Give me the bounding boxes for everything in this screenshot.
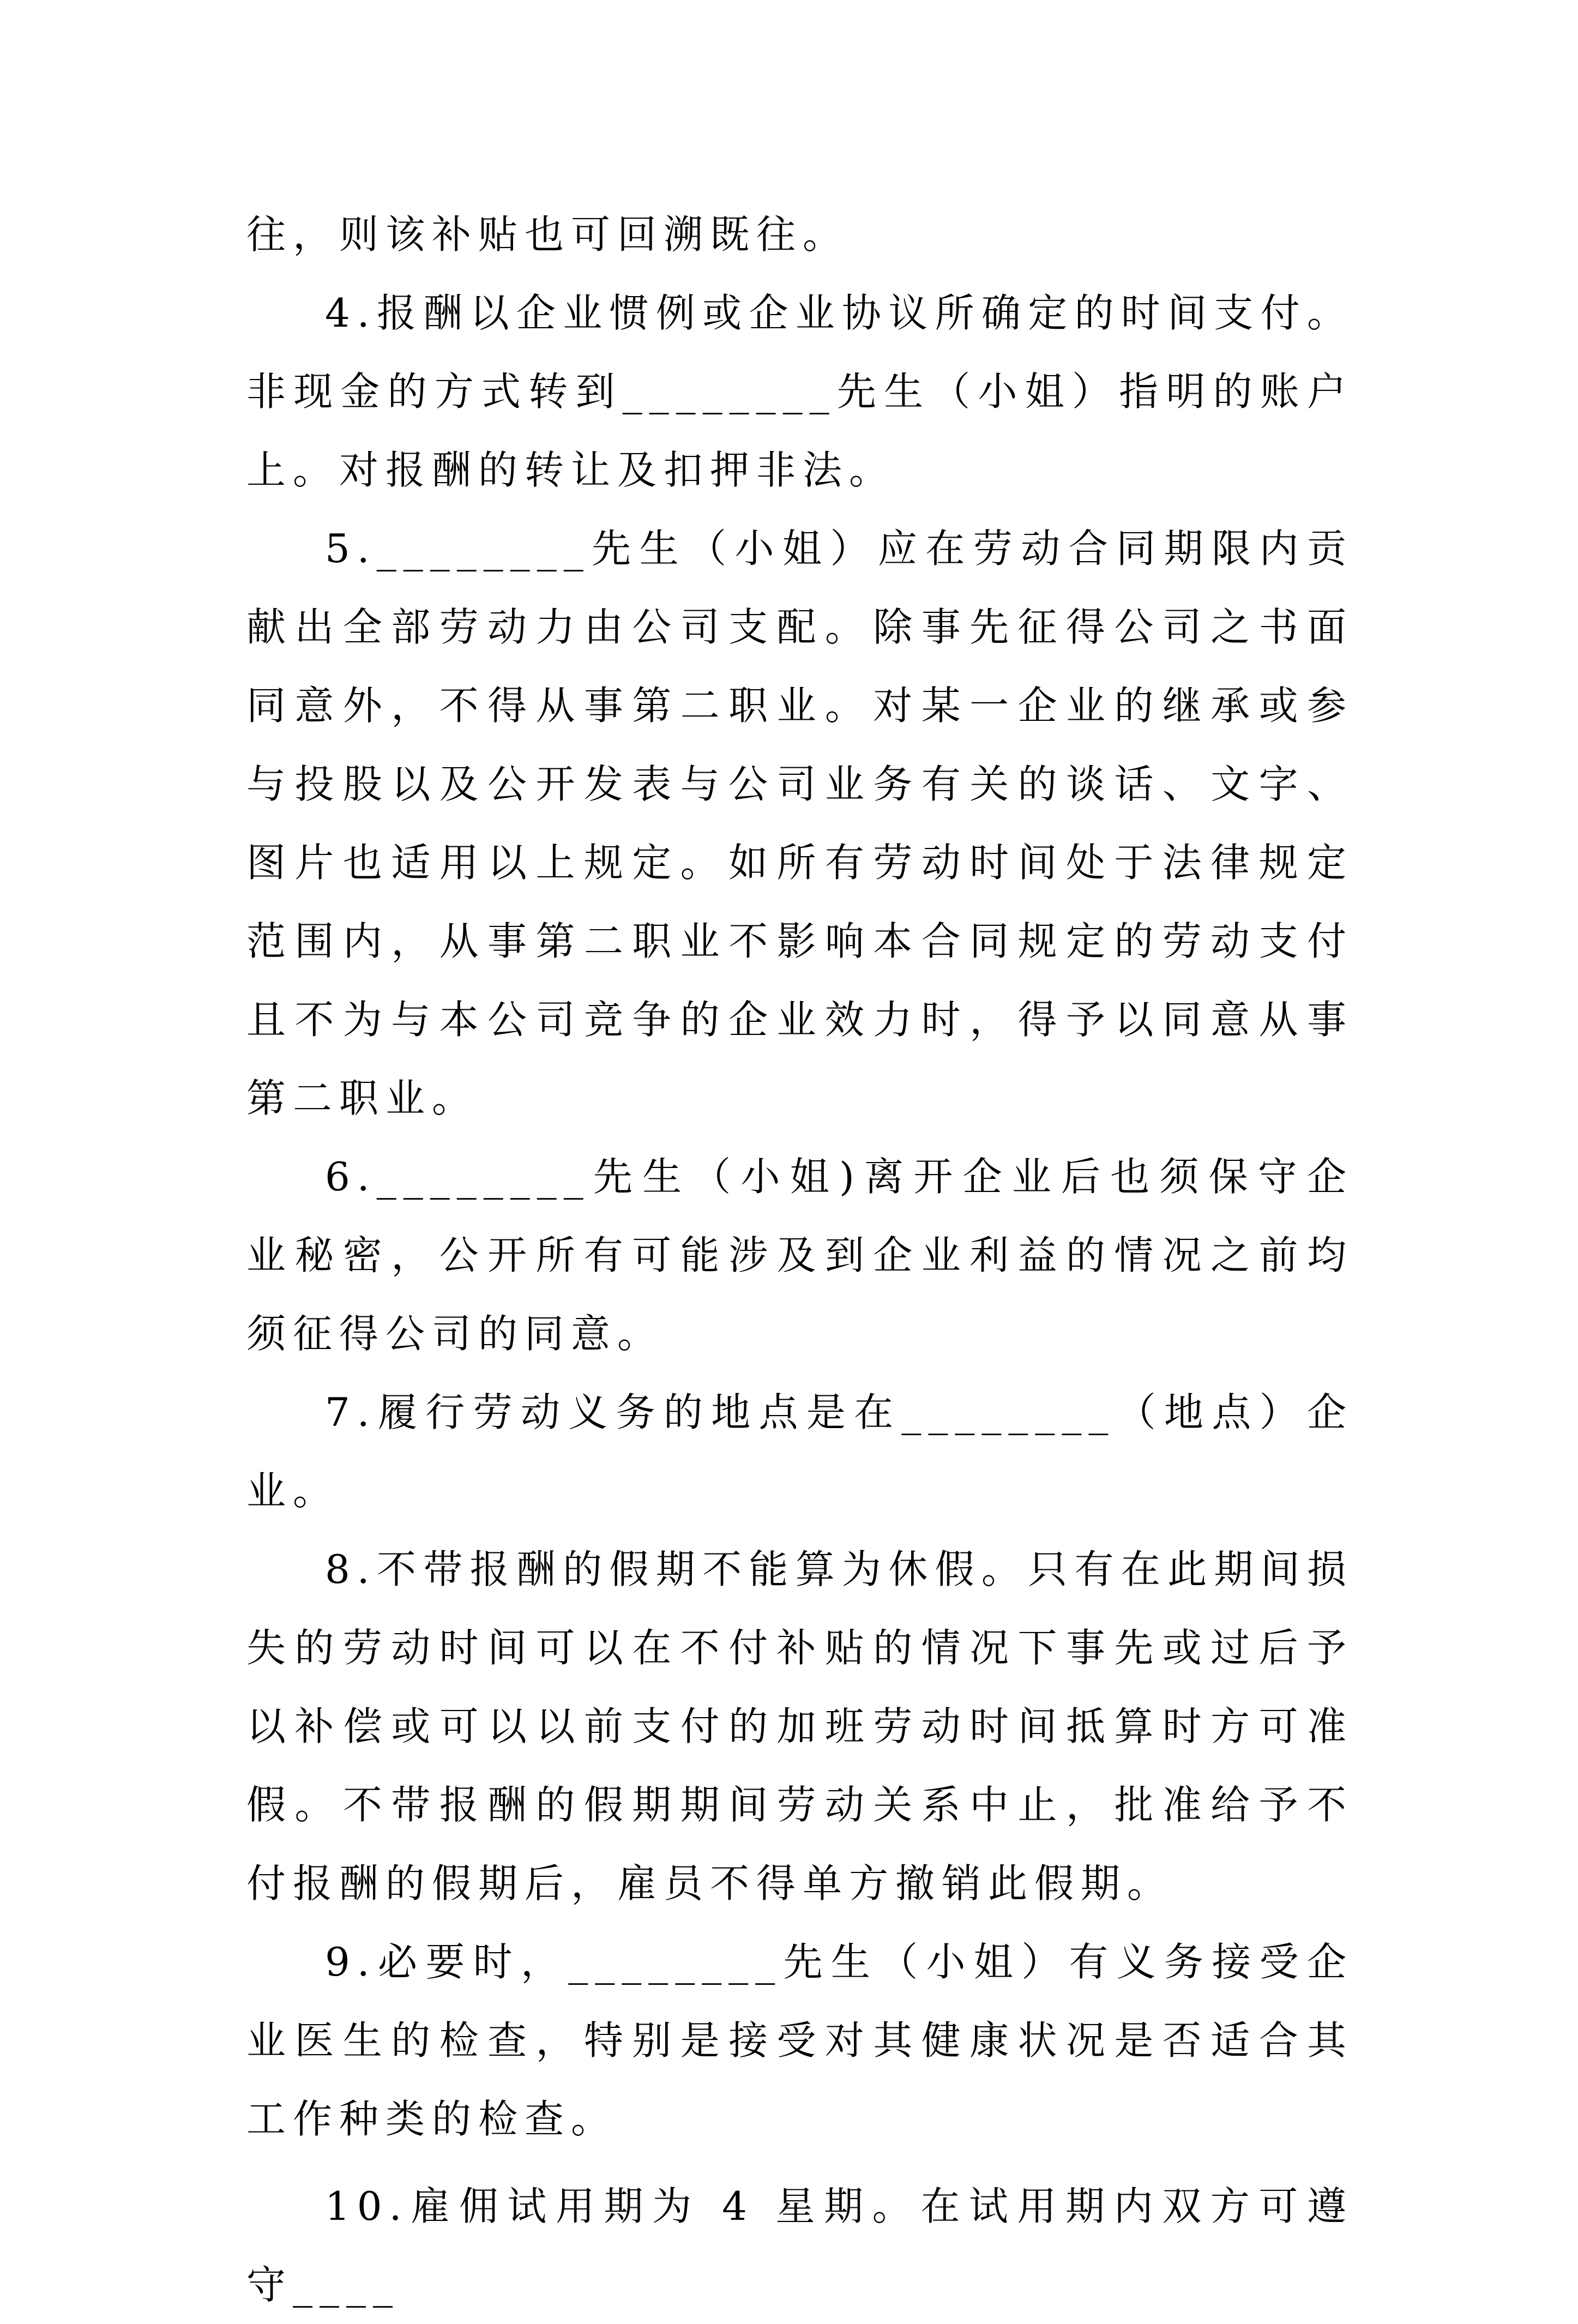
paragraph-continuation: 往，则该补贴也可回溯既往。 bbox=[246, 212, 850, 257]
paragraph-clause-9: 9.必要时，________先生（小姐）有义务接受企业医生的检查，特别是接受对其健康状况是否适合其工作种类的检查。 bbox=[246, 1939, 1353, 2142]
paragraph-clause-4: 4.报酬以企业惯例或企业协议所确定的时间支付。非现金的方式转到________先生（小姐）指明的账户上。对报酬的转让及扣押非法。 bbox=[246, 290, 1353, 493]
paragraph-clause-6: 6.________先生（小姐)离开企业后也须保守企业秘密，公开所有可能涉及到企业利益的情况之前均须征得公司的同意。 bbox=[246, 1154, 1353, 1357]
paragraph-clause-7: 7.履行劳动义务的地点是在________（地点）企业。 bbox=[246, 1389, 1353, 1514]
paragraph-clause-10: 10.雇佣试用期为 4 星期。在试用期内双方可遵守____ bbox=[246, 2183, 1353, 2308]
document-body bbox=[246, 195, 1353, 2324]
paragraph-clause-5: 5.________先生（小姐）应在劳动合同期限内贡献出全部劳动力由公司支配。除事先征得公司之书面同意外，不得从事第二职业。对某一企业的继承或参与投股以及公开发表与公司业务有关的谈话、文字、图片也适用以上规定。如所有劳动时间处于法律规定范围内，从事第二职业不影响本合同规定的劳动支付且不为与本公司竞争的企业效力时，得予以同意从事第二职业。 bbox=[246, 526, 1353, 1121]
paragraph-clause-8: 8.不带报酬的假期不能算为休假。只有在此期间损失的劳动时间可以在不付补贴的情况下事先或过后予以补偿或可以以前支付的加班劳动时间抵算时方可准假。不带报酬的假期期间劳动关系中止，批准给予不付报酬的假期后，雇员不得单方撤销此假期。 bbox=[246, 1546, 1353, 1906]
